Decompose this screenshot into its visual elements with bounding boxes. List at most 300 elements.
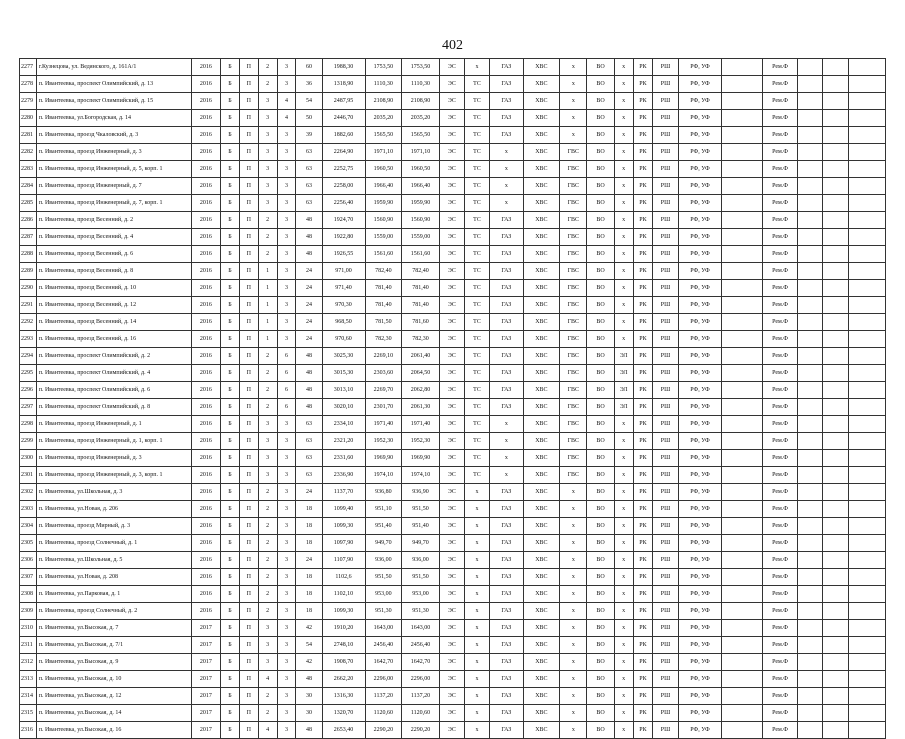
table-cell: 2016 (191, 59, 220, 76)
table-cell: 1 (258, 314, 277, 331)
table-cell: 2016 (191, 331, 220, 348)
table-cell: ВО (587, 331, 614, 348)
table-cell: Б (221, 552, 240, 569)
table-row (20, 586, 886, 603)
table-cell: 24 (296, 314, 322, 331)
table-cell: РК (633, 552, 653, 569)
table-cell: п. Ивантеевка, проезд Весенний, д. 2 (36, 212, 191, 229)
table-cell: 2285 (20, 195, 37, 212)
table-cell (797, 535, 822, 552)
table-cell: РФ, УФ (678, 195, 722, 212)
table-cell: п. Ивантеевка, проспект Олимпийский, д. 6 (36, 382, 191, 399)
table-cell: 782,40 (365, 263, 402, 280)
table-cell: 1099,30 (322, 518, 365, 535)
table-row (20, 654, 886, 671)
table-cell: х (464, 637, 489, 654)
table-cell: ВО (587, 722, 614, 739)
table-cell: П (239, 297, 258, 314)
table-cell: ЭС (439, 348, 464, 365)
table-cell: х (490, 161, 524, 178)
table-cell: 2307 (20, 569, 37, 586)
table-cell: Б (221, 382, 240, 399)
table-cell (797, 348, 822, 365)
table-cell: Б (221, 331, 240, 348)
table-cell: х (614, 518, 633, 535)
table-cell: п. Ивантеевка, ул.Школьная, д. 5 (36, 552, 191, 569)
table-cell: 24 (296, 552, 322, 569)
table-cell: 781,60 (402, 314, 440, 331)
table-cell: ХВС (523, 688, 560, 705)
table-cell: Рем.Ф (763, 399, 798, 416)
table-cell (797, 280, 822, 297)
table-cell: Рем.Ф (763, 603, 798, 620)
table-cell: 24 (296, 263, 322, 280)
table-cell: п. Ивантеевка, ул.Высокая, д. 12 (36, 688, 191, 705)
table-cell: РШ (653, 416, 678, 433)
table-cell: х (560, 501, 587, 518)
table-cell: 2 (258, 229, 277, 246)
table-cell: ЭС (439, 297, 464, 314)
table-cell: х (614, 229, 633, 246)
table-cell: 951,30 (365, 603, 402, 620)
table-cell: 2303,60 (365, 365, 402, 382)
table-cell: 3 (277, 603, 296, 620)
table-cell (722, 569, 763, 586)
table-cell: ВО (587, 59, 614, 76)
table-cell: ХВС (523, 654, 560, 671)
table-cell: ГАЗ (490, 280, 524, 297)
table-row (20, 144, 886, 161)
table-cell (722, 620, 763, 637)
table-cell: х (614, 450, 633, 467)
table-cell: 2016 (191, 178, 220, 195)
table-cell: 2331,60 (322, 450, 365, 467)
table-cell: 3 (258, 110, 277, 127)
table-cell: ГАЗ (490, 59, 524, 76)
table-cell: ВО (587, 127, 614, 144)
table-cell: 48 (296, 348, 322, 365)
table-cell: РФ, УФ (678, 637, 722, 654)
table-cell: П (239, 263, 258, 280)
table-cell: 3 (277, 518, 296, 535)
table-cell: х (560, 671, 587, 688)
table-cell: 3 (258, 467, 277, 484)
table-cell (822, 620, 848, 637)
table-cell (797, 637, 822, 654)
table-cell: П (239, 722, 258, 739)
table-cell: РК (633, 348, 653, 365)
table-cell: п. Ивантеевка, ул.Высокая, д. 7 (36, 620, 191, 637)
table-cell: РШ (653, 705, 678, 722)
table-row (20, 705, 886, 722)
table-cell: ЭС (439, 280, 464, 297)
table-cell: Рем.Ф (763, 263, 798, 280)
table-cell: 2017 (191, 620, 220, 637)
table-cell: 936,80 (365, 484, 402, 501)
table-cell: ВО (587, 212, 614, 229)
table-cell: Б (221, 229, 240, 246)
table-cell (797, 518, 822, 535)
table-cell: х (614, 552, 633, 569)
table-cell: 2277 (20, 59, 37, 76)
table-cell: 1565,50 (402, 127, 440, 144)
table-cell: Б (221, 569, 240, 586)
table-cell (822, 535, 848, 552)
table-cell: РК (633, 484, 653, 501)
table-cell: ГАЗ (490, 569, 524, 586)
table-cell (722, 586, 763, 603)
table-cell (822, 161, 848, 178)
table-cell: ЭЛ (614, 382, 633, 399)
table-cell: ВО (587, 484, 614, 501)
table-cell (849, 467, 886, 484)
table-cell: РФ, УФ (678, 297, 722, 314)
table-cell: ВО (587, 178, 614, 195)
table-cell (822, 382, 848, 399)
table-cell: п. Ивантеевка, проезд Весенний, д. 8 (36, 263, 191, 280)
table-cell: РШ (653, 59, 678, 76)
table-cell: ЭС (439, 399, 464, 416)
table-cell: РШ (653, 654, 678, 671)
table-cell: х (614, 212, 633, 229)
table-cell: х (560, 654, 587, 671)
table-cell: х (560, 688, 587, 705)
table-cell (849, 382, 886, 399)
table-cell (822, 569, 848, 586)
table-cell (797, 110, 822, 127)
table-cell: 2016 (191, 467, 220, 484)
table-cell (849, 212, 886, 229)
table-cell: 2 (258, 688, 277, 705)
table-cell: 1643,00 (365, 620, 402, 637)
table-row (20, 178, 886, 195)
table-cell: 2284 (20, 178, 37, 195)
table-cell (822, 603, 848, 620)
table-cell: ВО (587, 416, 614, 433)
table-cell: РФ, УФ (678, 416, 722, 433)
table-cell: ЭС (439, 110, 464, 127)
table-cell (849, 280, 886, 297)
table-cell: ХВС (523, 297, 560, 314)
table-cell: 48 (296, 212, 322, 229)
table-cell: 3 (277, 620, 296, 637)
table-cell: ХВС (523, 722, 560, 739)
table-cell: п. Ивантеевка, проспект Олимпийский, д. 15 (36, 93, 191, 110)
table-cell (797, 603, 822, 620)
table-cell: РФ, УФ (678, 59, 722, 76)
table-cell: ВО (587, 501, 614, 518)
table-cell: 63 (296, 161, 322, 178)
table-cell: Б (221, 484, 240, 501)
table-cell (849, 59, 886, 76)
table-cell: Б (221, 127, 240, 144)
table-cell: 2302 (20, 484, 37, 501)
table-cell: 2064,50 (402, 365, 440, 382)
table-cell: ГВС (560, 144, 587, 161)
table-cell: 2446,70 (322, 110, 365, 127)
table-cell: 1988,30 (322, 59, 365, 76)
table-row (20, 671, 886, 688)
table-cell (849, 110, 886, 127)
table-cell: ВО (587, 93, 614, 110)
table-cell: х (614, 263, 633, 280)
table-cell: Рем.Ф (763, 93, 798, 110)
table-cell: х (464, 722, 489, 739)
table-row (20, 501, 886, 518)
table-cell (797, 365, 822, 382)
table-cell: Б (221, 450, 240, 467)
table-cell: РК (633, 365, 653, 382)
table-cell: 2298 (20, 416, 37, 433)
table-cell: 1969,90 (365, 450, 402, 467)
table-cell: 2016 (191, 280, 220, 297)
table-cell: 2316 (20, 722, 37, 739)
table-cell (822, 144, 848, 161)
table-cell: 3 (277, 246, 296, 263)
table-cell: ЭС (439, 603, 464, 620)
table-cell: РШ (653, 76, 678, 93)
table-cell: 3 (277, 450, 296, 467)
table-cell: ХВС (523, 603, 560, 620)
table-cell: 781,40 (365, 297, 402, 314)
table-cell: ВО (587, 229, 614, 246)
table-cell: 1974,10 (402, 467, 440, 484)
table-cell: ГВС (560, 450, 587, 467)
table-cell: ВО (587, 297, 614, 314)
table-cell: 1952,30 (402, 433, 440, 450)
table-cell: 6 (277, 382, 296, 399)
table-cell: 4 (258, 671, 277, 688)
table-cell: 3 (277, 144, 296, 161)
table-cell: х (560, 535, 587, 552)
table-cell: 24 (296, 331, 322, 348)
table-cell: ГВС (560, 365, 587, 382)
table-cell: ГАЗ (490, 212, 524, 229)
table-cell: РШ (653, 382, 678, 399)
table-cell (722, 246, 763, 263)
table-cell: ЭЛ (614, 365, 633, 382)
table-cell: П (239, 450, 258, 467)
table-cell (797, 722, 822, 739)
table-cell: РК (633, 195, 653, 212)
table-cell: х (614, 620, 633, 637)
table-cell (822, 467, 848, 484)
table-cell (822, 110, 848, 127)
table-row (20, 552, 886, 569)
table-cell: РШ (653, 144, 678, 161)
table-cell: 3 (277, 637, 296, 654)
table-cell: х (464, 59, 489, 76)
table-cell: п. Ивантеевка, проезд Весенний, д. 16 (36, 331, 191, 348)
table-cell: х (560, 620, 587, 637)
table-cell: РШ (653, 229, 678, 246)
table-cell: 2289 (20, 263, 37, 280)
table-cell: 2280 (20, 110, 37, 127)
table-cell: 48 (296, 229, 322, 246)
table-cell: РШ (653, 348, 678, 365)
table-cell: п. Ивантеевка, проезд Весенний, д. 6 (36, 246, 191, 263)
table-cell: ВО (587, 246, 614, 263)
table-cell: 2296,00 (402, 671, 440, 688)
table-cell: ГВС (560, 382, 587, 399)
table-cell (822, 178, 848, 195)
table-cell: 2283 (20, 161, 37, 178)
table-cell: Б (221, 297, 240, 314)
table-row (20, 263, 886, 280)
table-cell (849, 671, 886, 688)
table-cell: ХВС (523, 161, 560, 178)
table-cell: ХВС (523, 671, 560, 688)
table-cell: ВО (587, 603, 614, 620)
table-cell: РФ, УФ (678, 382, 722, 399)
table-cell: 2016 (191, 569, 220, 586)
table-cell: 951,50 (402, 569, 440, 586)
table-cell: ЭС (439, 705, 464, 722)
table-cell: ХВС (523, 484, 560, 501)
table-cell: РШ (653, 314, 678, 331)
table-cell (849, 178, 886, 195)
table-cell: 2304 (20, 518, 37, 535)
table-cell: 3 (258, 433, 277, 450)
table-cell: 2 (258, 518, 277, 535)
table-cell: х (560, 93, 587, 110)
table-cell: П (239, 212, 258, 229)
table-cell: РШ (653, 552, 678, 569)
table-cell: 6 (277, 348, 296, 365)
table-cell: 1924,70 (322, 212, 365, 229)
table-cell: ВО (587, 314, 614, 331)
table-cell (722, 399, 763, 416)
table-cell: П (239, 603, 258, 620)
table-cell: 2016 (191, 246, 220, 263)
table-cell: 48 (296, 246, 322, 263)
table-cell: П (239, 518, 258, 535)
table-cell: х (614, 59, 633, 76)
table-cell: П (239, 501, 258, 518)
table-cell: 951,50 (402, 501, 440, 518)
table-cell: П (239, 348, 258, 365)
table-cell: х (560, 127, 587, 144)
table-cell: ТС (464, 178, 489, 195)
table-cell: 936,90 (402, 484, 440, 501)
table-cell: ЭС (439, 331, 464, 348)
table-cell: П (239, 93, 258, 110)
table-cell (797, 297, 822, 314)
table-cell: х (614, 127, 633, 144)
table-cell: ТС (464, 365, 489, 382)
table-cell: п. Ивантеевка, проезд Мирный, д. 3 (36, 518, 191, 535)
table-cell: РК (633, 535, 653, 552)
table-cell: 2016 (191, 484, 220, 501)
table-cell: п. Ивантеевка, проезд Солнечный, д. 2 (36, 603, 191, 620)
table-cell: ЭС (439, 263, 464, 280)
table-cell: х (464, 586, 489, 603)
table-cell (849, 229, 886, 246)
table-cell (722, 76, 763, 93)
table-cell: ВО (587, 76, 614, 93)
table-cell: 2297 (20, 399, 37, 416)
table-cell: п. Ивантеевка, ул.Высокая, д. 16 (36, 722, 191, 739)
table-cell (822, 59, 848, 76)
table-cell: РФ, УФ (678, 705, 722, 722)
table-cell: 2305 (20, 535, 37, 552)
table-cell: ГВС (560, 280, 587, 297)
table-cell: РК (633, 399, 653, 416)
table-cell: Рем.Ф (763, 484, 798, 501)
table-cell: 3015,30 (322, 365, 365, 382)
table-cell: Б (221, 620, 240, 637)
table-cell (849, 433, 886, 450)
table-cell (849, 314, 886, 331)
table-row (20, 399, 886, 416)
table-row (20, 93, 886, 110)
table-cell (722, 467, 763, 484)
table-cell: 30 (296, 688, 322, 705)
table-cell: ЭС (439, 467, 464, 484)
table-cell: РК (633, 705, 653, 722)
table-cell: 782,30 (365, 331, 402, 348)
table-cell: ЭС (439, 365, 464, 382)
table-cell: ТС (464, 144, 489, 161)
table-cell: ХВС (523, 246, 560, 263)
table-cell: ВО (587, 195, 614, 212)
table-cell: 2016 (191, 450, 220, 467)
table-cell: 2290,20 (402, 722, 440, 739)
table-cell: ТС (464, 76, 489, 93)
table-cell: 2278 (20, 76, 37, 93)
table-cell: ГАЗ (490, 637, 524, 654)
table-cell: РФ, УФ (678, 246, 722, 263)
table-cell: ХВС (523, 365, 560, 382)
table-cell: 2016 (191, 552, 220, 569)
table-cell: п. Ивантеевка, ул.Высокая, д. 7/1 (36, 637, 191, 654)
table-cell: ТС (464, 229, 489, 246)
table-cell: ГАЗ (490, 229, 524, 246)
table-cell: 3 (258, 620, 277, 637)
table-cell (722, 416, 763, 433)
table-cell: х (614, 433, 633, 450)
table-cell: РШ (653, 212, 678, 229)
table-cell: РШ (653, 263, 678, 280)
table-cell: 63 (296, 433, 322, 450)
table-cell: ЭС (439, 382, 464, 399)
table-cell: П (239, 535, 258, 552)
table-row (20, 620, 886, 637)
table-cell: х (614, 586, 633, 603)
table-cell: 2748,10 (322, 637, 365, 654)
table-cell (797, 671, 822, 688)
table-cell: 1561,60 (365, 246, 402, 263)
table-cell: ЭС (439, 654, 464, 671)
table-cell (797, 314, 822, 331)
table-cell: ТС (464, 450, 489, 467)
table-cell: ХВС (523, 416, 560, 433)
table-cell: х (560, 110, 587, 127)
table-cell: ЭС (439, 671, 464, 688)
table-cell: ВО (587, 569, 614, 586)
table-row (20, 212, 886, 229)
table-cell: ТС (464, 297, 489, 314)
table-cell: Б (221, 314, 240, 331)
table-cell: г.Кузнецова, ул. Ведянского, д. 161А/1 (36, 59, 191, 76)
table-cell (722, 280, 763, 297)
table-cell: ГАЗ (490, 484, 524, 501)
table-cell: РФ, УФ (678, 76, 722, 93)
table-cell: 1952,30 (365, 433, 402, 450)
table-cell: 54 (296, 93, 322, 110)
table-cell: п. Ивантеевка, ул.Школьная, д. 3 (36, 484, 191, 501)
table-cell (797, 688, 822, 705)
